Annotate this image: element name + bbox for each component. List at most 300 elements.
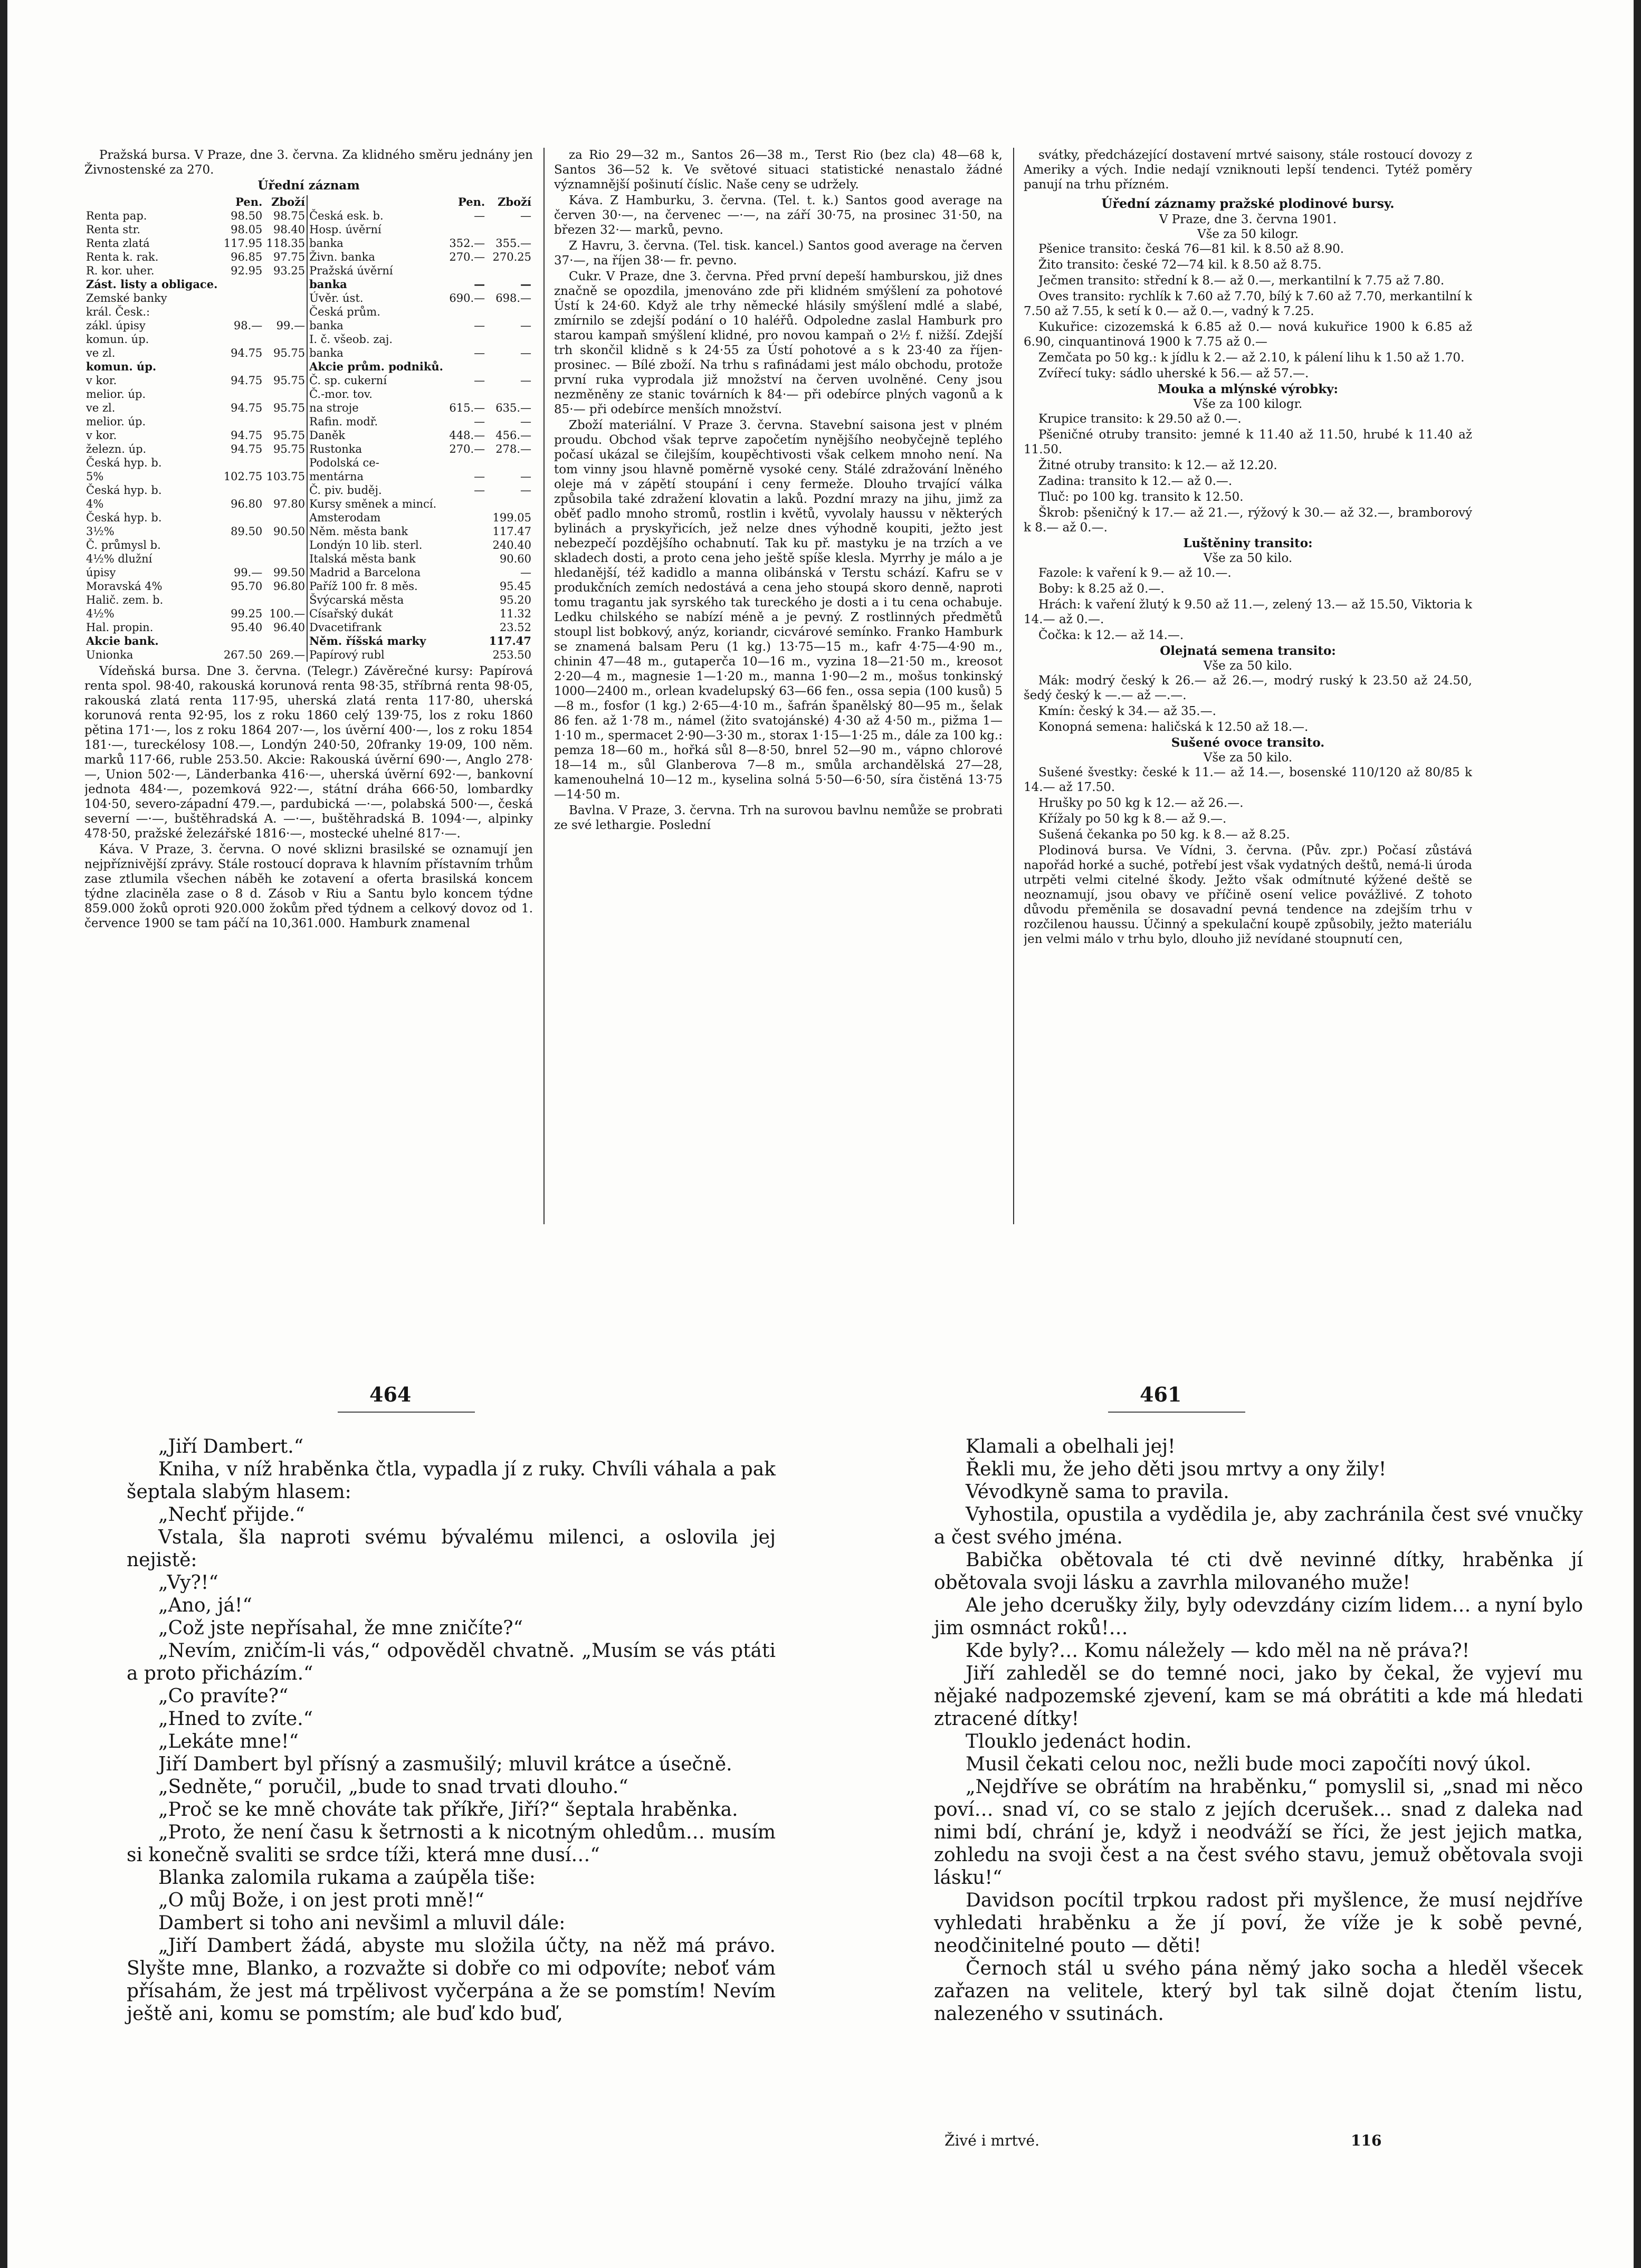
exchange-rates-table bbox=[84, 195, 533, 662]
story-paragraph: Ale jeho dcerušky žily, byly odevzdány cizím lidem… a nyní bylo jim osmnáct roků!… bbox=[934, 1595, 1583, 1639]
rates-cell: 267.50 bbox=[223, 649, 263, 661]
rates-cell: 96.80 bbox=[231, 498, 263, 510]
rates-row bbox=[84, 332, 533, 346]
rates-cell: 4% bbox=[86, 498, 104, 510]
produce-item: Pšenice transito: česká 76—81 kil. k 8.50 až 8.90. bbox=[1038, 242, 1344, 256]
rates-cell bbox=[447, 264, 486, 278]
rates-cell: Č. piv. buděj. bbox=[307, 483, 447, 497]
rates-row bbox=[84, 305, 533, 319]
rates-cell: Švýcarská města bbox=[307, 593, 447, 607]
story-paragraph: Vyhostila, opustila a vydědila je, aby zachránila čest své vnučky a čest svého jména. bbox=[934, 1504, 1583, 1548]
rates-cell bbox=[447, 621, 486, 634]
story-paragraph: „Co pravíte?“ bbox=[158, 1685, 289, 1707]
rates-cell bbox=[486, 332, 533, 346]
rates-cell: melior. úp. bbox=[86, 388, 146, 401]
story-paragraph: Černoch stál u svého pána němý jako socha a hleděl všecek zařazen na velitele, který byl tak silně dojat čtením listu, nalezeného v ssutinách. bbox=[934, 1958, 1583, 2025]
story-paragraph: Blanka zalomila rukama a zaúpěla tiše: bbox=[158, 1867, 536, 1889]
rates-cell: 117.95 bbox=[223, 237, 263, 250]
produce-item: Konopná semena: haličská k 12.50 až 18.—. bbox=[1038, 720, 1309, 734]
rates-row bbox=[84, 483, 533, 497]
rates-cell: 102.75 bbox=[223, 470, 263, 483]
produce-item: Čočka: k 12.— až 14.—. bbox=[1038, 628, 1184, 642]
rates-cell: Papírový rubl bbox=[307, 648, 447, 662]
rates-row bbox=[84, 552, 533, 566]
rates-cell: Č.-mor. tov. bbox=[307, 387, 447, 401]
rates-cell: 698.— bbox=[495, 292, 531, 304]
rates-cell: banka bbox=[307, 346, 447, 360]
rates-cell: 117.47 bbox=[492, 525, 531, 538]
havre-coffee-paragraph: Z Havru, 3. června. (Tel. tisk. kancel.) Santos good average na červen 37·—, na říjen 38·— fr. pevno. bbox=[554, 239, 1003, 268]
rates-cell: Renta zlatá bbox=[86, 237, 150, 250]
rates-cell: 95.75 bbox=[273, 402, 306, 414]
rates-cell: 270.— bbox=[449, 251, 485, 263]
rates-cell bbox=[447, 360, 486, 374]
dried-fruit-list bbox=[1024, 765, 1472, 842]
rates-row bbox=[84, 401, 533, 415]
footer-page-number: 116 bbox=[1351, 2132, 1382, 2149]
rates-cell: — bbox=[520, 374, 531, 387]
rates-cell: 93.25 bbox=[273, 264, 306, 277]
story-text-right bbox=[934, 1435, 1583, 2025]
rates-cell: 269.— bbox=[269, 649, 306, 661]
rates-cell: 92.95 bbox=[231, 264, 263, 277]
flour-list bbox=[1024, 412, 1472, 535]
rates-cell: ve zl. bbox=[86, 402, 116, 414]
story-paragraph: „Nevím, zničím-li vás,“ odpověděl chvatně. „Musím se vás ptáti a proto přicházím.“ bbox=[127, 1640, 776, 1684]
story-paragraph: Babička obětovala té cti dvě nevinné dítky, hraběnka jí obětovala svoji lásku a zavrhla milovaného muže! bbox=[934, 1549, 1583, 1594]
rates-cell: 456.— bbox=[495, 429, 531, 442]
vienna-bourse-paragraph: Vídeňská bursa. Dne 3. června. (Telegr.) Závěrečné kursy: Papírová renta spol. 98·40, rakouská korunová renta 98·35, stříbrná renta 98·05, rakouská zlatá renta 117·95, uherská zlatá renta 117·80, uherská korunová renta 92·95, los z roku 1860 celý 139·75, los z roku 1860 pětina 171·—, los z roku 1864 207·—, los úvěrní 400·—, los z roku 1854 181·—, tureckélosy 108.—, Londýn 240·50, 20franky 19·09, 100 něm. marků 117·66, ruble 253.50. Akcie: Rakouská úvěrní 690·—, Anglo 278·—, Union 502·—, Länderbanka 416·—, uherská úvěrní 692·—, bankovní jednota 484·—, pozemková 922·—, státní dráha 666·50, lombardky 104·50, severo-západní 479.—, pardubická —·—, polabská 500·—, česká severní —·—, buštěhradská A. —·—, buštěhradská B. 1094·—, alpinky 478·50, pražské železářské 1816·—, mostecké uhelné 817·—. bbox=[84, 664, 533, 841]
produce-item: Zvířecí tuky: sádlo uherské k 56.— až 57.—. bbox=[1038, 367, 1309, 380]
rates-cell: — bbox=[474, 415, 485, 428]
rates-cell: 95.20 bbox=[499, 594, 531, 606]
produce-item: Žito transito: české 72—74 kil. k 8.50 až 8.75. bbox=[1038, 258, 1322, 272]
rates-cell bbox=[486, 223, 533, 236]
grain-list bbox=[1024, 242, 1472, 381]
rates-row bbox=[84, 538, 533, 552]
flour-heading: Mouka a mlýnské výrobky: bbox=[1157, 382, 1339, 396]
rates-cell: na stroje bbox=[307, 401, 447, 415]
story-text-left bbox=[127, 1435, 776, 2025]
oilseed-heading: Olejnatá semena transito: bbox=[1160, 644, 1336, 658]
rates-cell bbox=[264, 593, 307, 607]
rates-cell: Paříž 100 fr. 8 měs. bbox=[307, 579, 447, 593]
sugar-paragraph: Cukr. V Praze, dne 3. června. Před první depeší hamburskou, již dnes značně se opozdila, jmenováno zde při klidném smýšlení za pohotové Ústí k 24·60. Když ale trhy německé hlásily smýšlení mdlé a slabé, zmírnilo se zdejší podání o 10 haléřů. Odpoledne zaslal Hamburk pro starou kampaň smýšlení klidné, pro novou kampaň o 2½ f. nižší. Zdejší trh skončil klidně s k 24·55 za Ústí pohotové a s k 23·40 za říjen-prosinec. — Bílé zboží. Na trhu s rafinádami jest málo obchodu, protože první ruka vyprodala již množství na červen uvolněné. Ceny jsou nezměněny ze stanic továrních k 84·— při odebírce plných vagonů a k 85·— při odebírce menších množství. bbox=[554, 270, 1003, 416]
rates-cell: — bbox=[474, 470, 485, 483]
rates-cell: 89.50 bbox=[231, 525, 263, 538]
rates-cell: Renta pap. bbox=[86, 209, 147, 222]
rates-cell: Rafin. modř. bbox=[307, 415, 447, 428]
dried-fruit-heading: Sušené ovoce transito. bbox=[1171, 736, 1325, 750]
story-paragraph: Jiří Dambert byl přísný a zasmušilý; mluvil krátce a úsečně. bbox=[158, 1754, 732, 1775]
story-paragraph: Klamali a obelhali jej! bbox=[966, 1436, 1176, 1457]
rates-cell bbox=[264, 634, 307, 648]
rates-cell: 94.75 bbox=[231, 374, 263, 387]
rates-cell: — bbox=[474, 484, 485, 497]
rates-cell: Česká hyp. b. bbox=[86, 511, 162, 524]
rates-row bbox=[84, 428, 533, 442]
rates-row bbox=[84, 374, 533, 387]
produce-item: Zadina: transito k 12.— až 0.—. bbox=[1038, 474, 1233, 488]
rates-row bbox=[84, 511, 533, 525]
rates-cell bbox=[447, 332, 486, 346]
rates-cell: Něm. města bank bbox=[307, 525, 447, 538]
rates-cell: 99.25 bbox=[231, 607, 263, 620]
rates-cell: 635.— bbox=[495, 402, 531, 414]
rates-cell: 355.— bbox=[495, 237, 531, 250]
rates-cell: 99.— bbox=[233, 566, 263, 579]
story-paragraph: „Nechť přijde.“ bbox=[158, 1504, 305, 1526]
rates-cell bbox=[447, 497, 486, 511]
rates-cell bbox=[222, 305, 264, 319]
rates-cell: 118.35 bbox=[266, 237, 306, 250]
rates-cell: I. č. všeob. zaj. bbox=[307, 332, 447, 346]
unit-note: Vše za 100 kilogr. bbox=[1193, 397, 1303, 411]
story-paragraph: „Proč se ke mně chováte tak příkře, Jiří?“ šeptala hraběnka. bbox=[158, 1799, 738, 1821]
rates-row bbox=[84, 497, 533, 511]
rates-cell: — bbox=[520, 566, 531, 579]
rates-cell: Akcie prům. podniků. bbox=[307, 360, 447, 374]
rates-cell: — bbox=[474, 209, 485, 222]
rates-cell: banka bbox=[307, 236, 447, 250]
rates-cell: 690.— bbox=[449, 292, 485, 304]
market-column-1 bbox=[84, 148, 533, 1224]
rates-cell bbox=[264, 552, 307, 566]
rates-cell: — bbox=[474, 278, 485, 291]
rates-cell: banka bbox=[307, 319, 447, 332]
rates-cell: komun. úp. bbox=[86, 333, 149, 346]
page-number-right: 461 bbox=[1140, 1383, 1182, 1406]
scan-edge-left bbox=[0, 0, 7, 2268]
rates-cell: 99.50 bbox=[273, 566, 306, 579]
rates-row bbox=[84, 264, 533, 278]
rates-row bbox=[84, 236, 533, 250]
produce-item: Škrob: pšeničný k 17.— až 21.—, rýžový k 30.— až 32.—, bramborový k 8.— až 0.—. bbox=[1024, 506, 1472, 535]
rates-cell: v kor. bbox=[86, 374, 117, 387]
rates-cell: 278.— bbox=[495, 443, 531, 455]
prague-bourse-paragraph: Pražská bursa. V Praze, dne 3. června. Za klidného směru jednány jen Živnostenské za 270. bbox=[84, 148, 533, 177]
rates-cell: 96.40 bbox=[273, 621, 306, 634]
rates-cell: — bbox=[474, 347, 485, 359]
rates-row bbox=[84, 415, 533, 428]
rates-cell: melior. úp. bbox=[86, 415, 146, 428]
rates-cell: železn. úp. bbox=[86, 443, 147, 455]
rates-cell: 98.50 bbox=[231, 209, 263, 222]
vienna-produce-paragraph: Plodinová bursa. Ve Vídni, 3. června. (Pův. zpr.) Počasí zůstává napořád horké a suché, potřebí jest však vydatných deštů, nemá-li úroda utrpěti velmi citelné škody. Ježto však odmítnuté kýžené deště se neoznamují, jsou obavy ve příčině osení velice povážlivé. Z tohoto důvodu přeměnila se dosavadní pevná tendence na zdejším trhu v rozčilenou haussu. Účinný a spekulační koupě způsobily, ježto materiálu jen velmi málo v trhu bylo, dlouho již nevídané stoupnutí cen, bbox=[1024, 844, 1472, 946]
rates-cell: 448.— bbox=[449, 429, 485, 442]
rates-cell bbox=[486, 456, 533, 470]
rates-cell: 95.75 bbox=[273, 347, 306, 359]
rates-cell bbox=[222, 538, 264, 552]
rates-cell bbox=[264, 483, 307, 497]
rates-cell: Č. průmysl b. bbox=[86, 539, 161, 551]
rates-cell: Dvacetifrank bbox=[307, 621, 447, 634]
rates-cell: král. Česk.: bbox=[86, 306, 150, 318]
rates-cell bbox=[222, 332, 264, 346]
story-paragraph: Vstala, šla naproti svému bývalému milenci, a oslovila jej nejistě: bbox=[127, 1527, 776, 1571]
rates-cell bbox=[222, 552, 264, 566]
rates-cell bbox=[222, 360, 264, 374]
rates-cell: Moravská 4% bbox=[86, 580, 163, 593]
rates-cell: Hal. propin. bbox=[86, 621, 154, 634]
produce-item: Křížaly po 50 kg k 8.— až 9.—. bbox=[1038, 812, 1227, 826]
rates-cell: Česká prům. bbox=[307, 305, 447, 319]
rates-cell: 270.— bbox=[449, 443, 485, 455]
rates-row bbox=[84, 442, 533, 456]
rates-row bbox=[84, 593, 533, 607]
story-paragraph: „Lekáte mne!“ bbox=[158, 1731, 299, 1752]
rates-header-row bbox=[84, 195, 533, 209]
rates-cell bbox=[447, 579, 486, 593]
produce-item: Krupice transito: k 29.50 až 0.—. bbox=[1038, 412, 1242, 426]
rates-cell: 103.75 bbox=[266, 470, 306, 483]
produce-item: Ječmen transito: střední k 8.— až 0.—, merkantilní k 7.75 až 7.80. bbox=[1038, 274, 1445, 288]
rates-cell: úpisy bbox=[86, 566, 116, 579]
rates-cell bbox=[447, 648, 486, 662]
rates-cell bbox=[486, 305, 533, 319]
produce-date: V Praze, dne 3. června 1901. bbox=[1159, 213, 1337, 226]
rates-cell: Daněk bbox=[307, 428, 447, 442]
rates-cell: — bbox=[520, 415, 531, 428]
produce-item: Kmín: český k 34.— až 35.—. bbox=[1038, 704, 1216, 718]
rates-row bbox=[84, 387, 533, 401]
rates-cell: Renta str. bbox=[86, 223, 141, 236]
rates-cell bbox=[486, 497, 533, 511]
page-number-rule bbox=[338, 1412, 475, 1413]
rates-cell: 352.— bbox=[449, 237, 485, 250]
rates-cell: 97.75 bbox=[273, 251, 306, 263]
rates-cell: 94.75 bbox=[231, 429, 263, 442]
produce-bourse-heading: Úřední záznamy pražské plodinové bursy. bbox=[1101, 196, 1395, 211]
unit-note: Vše za 50 kilo. bbox=[1203, 659, 1293, 673]
rates-cell bbox=[264, 332, 307, 346]
rates-row bbox=[84, 346, 533, 360]
rates-cell: — bbox=[520, 278, 531, 291]
rates-cell bbox=[222, 593, 264, 607]
rates-cell: 615.— bbox=[449, 402, 485, 414]
rates-cell: — bbox=[474, 319, 485, 332]
page-number-left: 464 bbox=[369, 1383, 412, 1406]
rates-cell: 95.75 bbox=[273, 374, 306, 387]
rates-cell: Akcie bank. bbox=[86, 634, 159, 647]
rates-cell bbox=[447, 552, 486, 566]
rates-cell bbox=[264, 360, 307, 374]
rates-row bbox=[84, 648, 533, 662]
rates-cell: 98.40 bbox=[273, 223, 306, 236]
rates-cell: Císařský dukát bbox=[307, 607, 447, 621]
story-paragraph: „Jiří Dambert.“ bbox=[158, 1436, 304, 1457]
produce-item: Zemčata po 50 kg.: k jídlu k 2.— až 2.10, k pálení lihu k 1.50 až 1.70. bbox=[1038, 351, 1465, 365]
rates-cell bbox=[447, 566, 486, 579]
rates-cell: Unionka bbox=[86, 649, 133, 661]
rates-cell: — bbox=[520, 319, 531, 332]
legumes-heading: Luštěniny transito: bbox=[1183, 536, 1313, 550]
rates-cell: R. kor. uher. bbox=[86, 264, 155, 277]
rates-row bbox=[84, 278, 533, 291]
rates-cell: banka bbox=[307, 278, 447, 291]
rates-row bbox=[84, 250, 533, 264]
rates-cell: Rustonka bbox=[307, 442, 447, 456]
rates-cell bbox=[222, 483, 264, 497]
rates-cell: 90.60 bbox=[499, 552, 531, 565]
rates-cell: Česká esk. b. bbox=[307, 209, 447, 223]
rates-cell: — bbox=[520, 470, 531, 483]
rates-cell bbox=[222, 634, 264, 648]
column-rule bbox=[543, 148, 545, 1224]
rates-cell: 90.50 bbox=[273, 525, 306, 538]
produce-item: Boby: k 8.25 až 0.—. bbox=[1038, 582, 1165, 596]
rates-cell: Česká hyp. b. bbox=[86, 484, 162, 497]
rates-row bbox=[84, 360, 533, 374]
rates-cell: 98.05 bbox=[231, 223, 263, 236]
rates-cell bbox=[222, 511, 264, 525]
rates-cell: 98.— bbox=[233, 319, 263, 332]
rates-cell: Halič. zem. b. bbox=[86, 594, 164, 606]
rates-row bbox=[84, 291, 533, 305]
legumes-list bbox=[1024, 566, 1472, 643]
market-column-3 bbox=[1024, 148, 1472, 1224]
rates-cell bbox=[222, 278, 264, 291]
rates-cell: 95.45 bbox=[499, 580, 531, 593]
rates-row bbox=[84, 209, 533, 223]
rates-cell bbox=[447, 305, 486, 319]
rates-cell: Hosp. úvěrní bbox=[307, 223, 447, 236]
produce-item: Oves transito: rychlík k 7.60 až 7.70, bílý k 7.60 až 7.70, merkantilní k 7.50 až 7.55, k setí k 0.— až 0.—, vadný k 7.25. bbox=[1024, 290, 1472, 318]
rates-row bbox=[84, 319, 533, 332]
produce-item: Sušená čekanka po 50 kg. k 8.— až 8.25. bbox=[1038, 828, 1290, 842]
header-cell: Zboží bbox=[498, 195, 531, 208]
produce-item: Hrušky po 50 kg k 12.— až 26.—. bbox=[1038, 796, 1244, 810]
rates-cell: — bbox=[474, 374, 485, 387]
rates-cell bbox=[486, 387, 533, 401]
rates-cell bbox=[447, 538, 486, 552]
rates-cell bbox=[264, 291, 307, 305]
story-paragraph: Dambert si toho ani nevšiml a mluvil dále: bbox=[158, 1912, 566, 1934]
footer-title: Živé i mrtvé. bbox=[944, 2132, 1040, 2149]
story-paragraph: „Sedněte,“ poručil, „bude to snad trvati dlouho.“ bbox=[158, 1776, 628, 1798]
rates-cell: Londýn 10 lib. sterl. bbox=[307, 538, 447, 552]
column-rule bbox=[1013, 148, 1014, 1224]
story-paragraph: Kniha, v níž hraběnka čtla, vypadla jí z ruky. Chvíli váhala a pak šeptala slabým hlasem: bbox=[127, 1459, 776, 1503]
rates-cell: Kursy směnek a mincí. bbox=[307, 497, 447, 511]
unit-note: Vše za 50 kilo. bbox=[1203, 551, 1293, 565]
rates-cell bbox=[264, 305, 307, 319]
rates-cell: 94.75 bbox=[231, 347, 263, 359]
rates-cell: 117.47 bbox=[489, 634, 531, 647]
rates-cell bbox=[447, 607, 486, 621]
produce-item: Hrách: k vaření žlutý k 9.50 až 11.—, zelený 13.— až 15.50, Viktoria k 14.— až 0.—. bbox=[1024, 598, 1472, 626]
story-paragraph: Davidson pocítil trpkou radost při myšlence, že musí nejdříve vyhledati hraběnku a že jí poví, že víže je k sobě pevné, neodčinitelné pouto — děti! bbox=[934, 1890, 1583, 1957]
rates-cell: 96.85 bbox=[231, 251, 263, 263]
rates-cell: 5% bbox=[86, 470, 104, 483]
produce-item: Žitné otruby transito: k 12.— až 12.20. bbox=[1038, 459, 1277, 472]
rates-cell: 98.75 bbox=[273, 209, 306, 222]
rates-row bbox=[84, 607, 533, 621]
rates-cell bbox=[447, 511, 486, 525]
rates-cell: Pražská úvěrní bbox=[307, 264, 447, 278]
produce-item: Tluč: po 100 kg. transito k 12.50. bbox=[1038, 490, 1244, 504]
coffee-paragraph: Káva. V Praze, 3. června. O nové sklizni brasilské se oznamují jen nejpříznivější zprávy. Stále rostoucí doprava k hlavním přístavním trhům zase ztlumila všechen náběh ke zotavení a oferta brasilská koncem týdne zlaciněla zase o 8 d. Zásob v Riu a Santu bylo koncem týdne 859.000 žoků oproti 920.000 žokům před týdnem a celkový dovoz od 1. července 1900 se tam páčí na 10,361.000. Hamburk znamenal bbox=[84, 843, 533, 930]
rates-row bbox=[84, 579, 533, 593]
rates-row bbox=[84, 525, 533, 538]
rates-cell: Renta k. rak. bbox=[86, 251, 159, 263]
rates-cell: Č. sp. cukerní bbox=[307, 374, 447, 387]
rates-cell: 100.— bbox=[269, 607, 306, 620]
rates-cell bbox=[222, 415, 264, 428]
story-paragraph: Jiří zahleděl se do temné noci, jako by čekal, že vyjeví mu nějaké nadpozemské zjevení, kam se má obrátiti a kde má hledati ztracené dítky! bbox=[934, 1663, 1583, 1730]
rates-cell: mentárna bbox=[307, 470, 447, 483]
story-paragraph: Kde byly?… Komu náležely — kdo měl na ně práva?! bbox=[966, 1640, 1470, 1662]
official-record-heading: Úřední záznam bbox=[257, 178, 360, 193]
rates-cell: 4½% dlužní bbox=[86, 552, 152, 565]
rates-cell: 96.80 bbox=[273, 580, 306, 593]
rates-row bbox=[84, 566, 533, 579]
rates-cell bbox=[447, 223, 486, 236]
rates-cell: 94.75 bbox=[231, 402, 263, 414]
rates-cell bbox=[264, 387, 307, 401]
rates-cell: — bbox=[520, 347, 531, 359]
cotton-continued-paragraph: svátky, předcházející dostavení mrtvé saisony, stále rostoucí dovozy z Ameriky a vých. Indie nedají vzniknouti lepší tendenci. Tytéž poměry panují na trhu přízném. bbox=[1024, 148, 1472, 192]
unit-note: Vše za 50 kilogr. bbox=[1197, 227, 1299, 241]
rates-cell: 99.— bbox=[276, 319, 306, 332]
rates-cell: 95.40 bbox=[231, 621, 263, 634]
rates-cell: zákl. úpisy bbox=[86, 319, 146, 332]
rates-cell bbox=[264, 538, 307, 552]
header-cell: Pen. bbox=[457, 195, 485, 208]
oilseed-list bbox=[1024, 673, 1472, 735]
hamburg-coffee-paragraph: Káva. Z Hamburku, 3. června. (Tel. t. k.) Santos good average na červen 30·—, na červenec —·—, na září 30·75, na prosinec 31·50, na březen 32·— marků, pevno. bbox=[554, 194, 1003, 237]
rates-cell: Italská města bank bbox=[307, 552, 447, 566]
rates-cell: 4½% bbox=[86, 607, 115, 620]
rates-cell bbox=[264, 456, 307, 470]
rates-cell: Zást. listy a obligace. bbox=[86, 278, 218, 291]
story-paragraph: „Nejdříve se obrátím na hraběnku,“ pomyslil si, „snad mi něco poví… snad ví, co se stalo z jejích dcerušek… snad z daleka nad nimi bdí, chrání je, když i neodváží se říci, že jest jejich matka, zohledu na svoji čest a na čest svého stavu, jemuž obětovala svoji lásku!“ bbox=[934, 1776, 1583, 1889]
rates-cell bbox=[222, 387, 264, 401]
rates-cell bbox=[264, 278, 307, 291]
story-paragraph: Musil čekati celou noc, nežli bude moci započíti nový úkol. bbox=[966, 1754, 1532, 1775]
page-number-rule bbox=[1108, 1412, 1245, 1413]
rates-cell: 199.05 bbox=[492, 511, 531, 524]
rates-cell: v kor. bbox=[86, 429, 117, 442]
rates-cell: 11.32 bbox=[499, 607, 531, 620]
rates-cell bbox=[447, 593, 486, 607]
story-paragraph: „Hned to zvíte.“ bbox=[158, 1708, 313, 1730]
rates-cell bbox=[486, 264, 533, 278]
story-paragraph: „Proto, že není času k šetrnosti a k nicotným ohledům… musím si konečně svaliti se srdce tíži, která mne dusí…“ bbox=[127, 1822, 776, 1866]
rates-cell: komun. úp. bbox=[86, 360, 157, 373]
story-paragraph: „O můj Bože, i on jest proti mně!“ bbox=[158, 1890, 484, 1911]
rates-cell: 95.75 bbox=[273, 429, 306, 442]
rates-cell: ve zl. bbox=[86, 347, 116, 359]
rates-cell bbox=[264, 511, 307, 525]
rates-cell: Zemské banky bbox=[86, 292, 167, 304]
story-paragraph: „Jiří Dambert žádá, abyste mu složila účty, na něž má právo. Slyšte mne, Blanko, a rozvažte si dobře co mi odpovíte; neboť vám přísahám, že jest má trpělivost vyčerpána a že se pomstím! Nevím ještě ani, komu se pomstím; ale buď kdo buď, bbox=[127, 1935, 776, 2025]
rates-cell: 95.70 bbox=[231, 580, 263, 593]
rates-cell: 23.52 bbox=[499, 621, 531, 634]
produce-item: Pšeničné otruby transito: jemné k 11.40 až 11.50, hrubé k 11.40 až 11.50. bbox=[1024, 428, 1472, 456]
rates-cell: — bbox=[520, 209, 531, 222]
scan-edge-right bbox=[1634, 0, 1641, 2268]
rates-row bbox=[84, 470, 533, 483]
header-cell bbox=[307, 195, 447, 209]
rates-cell bbox=[264, 415, 307, 428]
rates-cell: Něm. říšská marky bbox=[307, 634, 447, 648]
unit-note: Vše za 50 kilo. bbox=[1203, 751, 1293, 765]
rates-cell: 94.75 bbox=[231, 443, 263, 455]
rates-cell: Podolská ce- bbox=[307, 456, 447, 470]
rates-row bbox=[84, 456, 533, 470]
story-paragraph: „Což jste nepřísahal, že mne zničíte?“ bbox=[158, 1617, 523, 1639]
